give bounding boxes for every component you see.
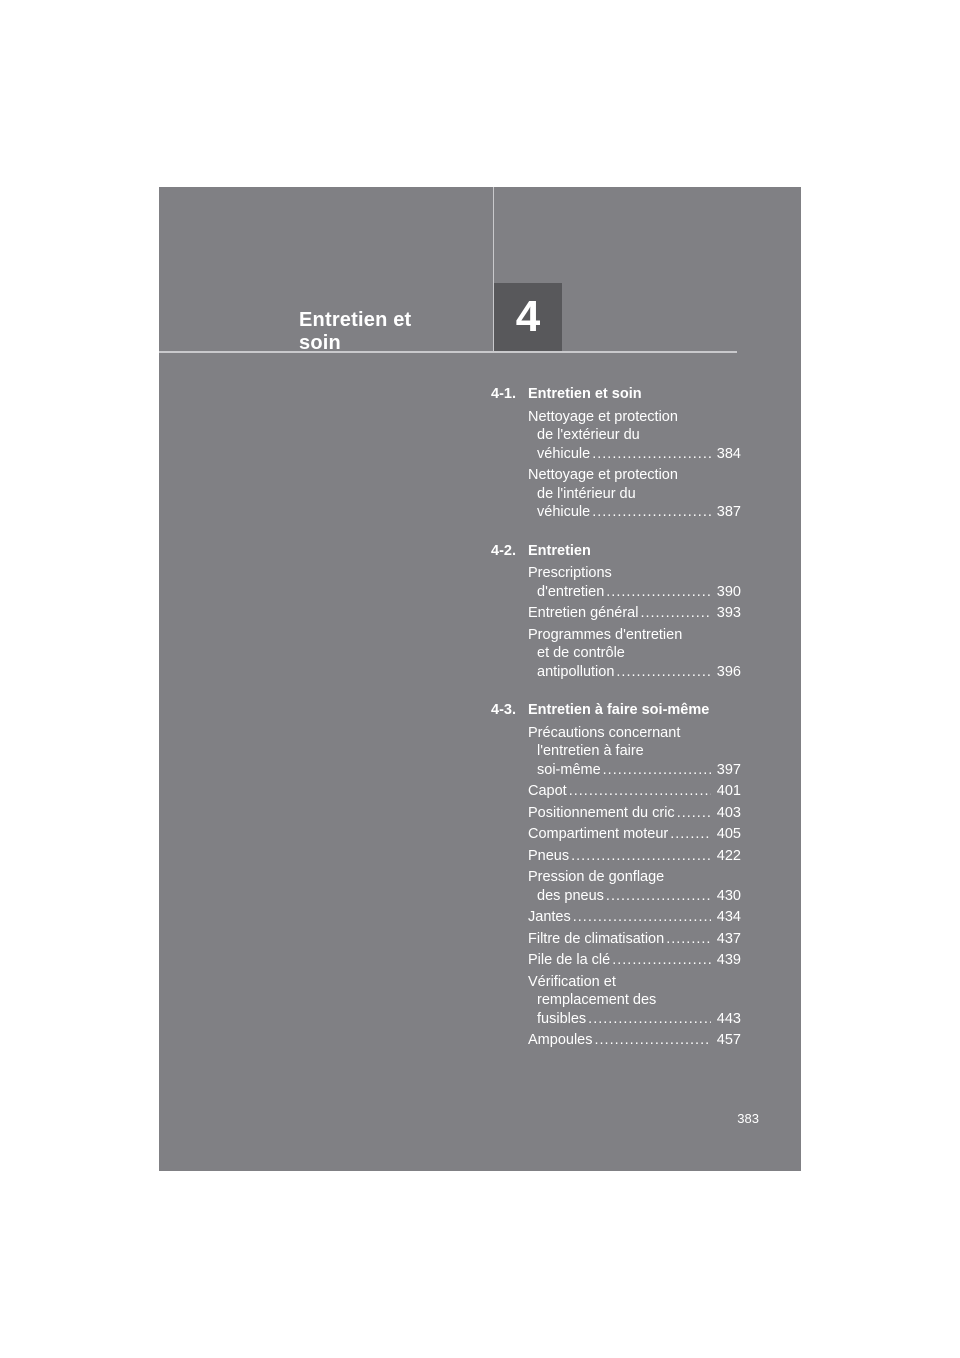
entry-page-number: 397 [716, 761, 741, 778]
entry-text-line: Jantes [528, 909, 571, 925]
entry-page-number: 384 [716, 445, 741, 462]
dot-leader [592, 503, 711, 522]
toc-entry[interactable] [528, 466, 741, 522]
entry-page-number: 457 [716, 1032, 741, 1048]
entry-page-number: 401 [716, 783, 741, 799]
entry-page-number: 390 [716, 583, 741, 600]
dot-leader [606, 887, 711, 906]
toc-entry[interactable] [528, 564, 741, 601]
toc-section [491, 542, 741, 682]
entry-text-line: remplacement des [537, 992, 657, 1008]
toc-entry[interactable] [528, 930, 741, 949]
entry-page-number: 393 [716, 605, 741, 621]
entry-text-line: Précautions concernant [528, 724, 681, 741]
section-number: 4-2. [491, 542, 516, 559]
toc-section [491, 385, 741, 522]
table-of-contents [491, 385, 741, 1070]
entry-page-number: 439 [716, 952, 741, 968]
chapter-panel [159, 187, 801, 1171]
toc-entry[interactable] [528, 908, 741, 927]
entry-page-number: 422 [716, 847, 741, 864]
entry-text-line: des pneus [537, 887, 604, 904]
dot-leader [666, 930, 711, 949]
section-title: Entretien [528, 542, 591, 559]
entry-final-line [528, 503, 741, 522]
section-heading[interactable] [491, 701, 741, 720]
chapter-title: Entretien et soin [299, 309, 412, 354]
entry-text-line: Positionnement du cric [528, 804, 675, 821]
entry-final-line [528, 663, 741, 682]
dot-leader [670, 825, 711, 844]
section-heading[interactable] [491, 385, 741, 404]
dot-leader [571, 847, 711, 866]
toc-entry[interactable] [528, 825, 741, 844]
section-number: 4-1. [491, 386, 516, 402]
dot-leader [588, 1010, 711, 1029]
section-title: Entretien et soin [528, 386, 642, 402]
entry-text-line: antipollution [537, 663, 615, 680]
entry-text-line: Prescriptions [528, 565, 612, 581]
toc-entry[interactable] [528, 951, 741, 970]
entry-page-number: 430 [716, 887, 741, 904]
toc-entry[interactable] [528, 973, 741, 1029]
entry-text-line: Filtre de climatisation [528, 930, 665, 947]
dot-leader [612, 951, 711, 970]
entry-final-line [528, 1031, 741, 1050]
entry-text-line: de l'intérieur du [537, 485, 636, 502]
entry-text-line: Pneus [528, 847, 570, 864]
chapter-number: 4 [515, 292, 541, 341]
dot-leader [677, 804, 711, 823]
dot-leader [603, 761, 711, 780]
section-number: 4-3. [491, 702, 516, 718]
toc-entry[interactable] [528, 804, 741, 823]
entry-text-line: Ampoules [528, 1032, 593, 1048]
entry-text-line: véhicule [537, 504, 591, 520]
entry-final-line [528, 908, 741, 927]
entry-final-line [528, 782, 741, 801]
dot-leader [569, 782, 711, 801]
toc-entry[interactable] [528, 408, 741, 464]
entry-text-line: et de contrôle [537, 645, 625, 661]
toc-entry[interactable] [528, 868, 741, 905]
entry-text-line: d'entretien [537, 583, 605, 600]
toc-entry[interactable] [528, 626, 741, 682]
entry-final-line [528, 887, 741, 906]
toc-entry[interactable] [528, 782, 741, 801]
entry-final-line [528, 930, 741, 949]
toc-section [491, 701, 741, 1050]
entry-final-line [528, 604, 741, 623]
toc-entry[interactable] [528, 1031, 741, 1050]
entry-final-line [528, 761, 741, 780]
entry-page-number: 434 [716, 909, 741, 925]
entry-text-line: Capot [528, 783, 567, 799]
entry-text-line: Programmes d'entretien [528, 626, 683, 643]
entry-text-line: Entretien général [528, 605, 639, 621]
chapter-number-badge [494, 283, 562, 351]
entry-text-line: Pile de la clé [528, 952, 611, 968]
entry-page-number: 403 [716, 804, 741, 821]
entry-page-number: 396 [716, 663, 741, 680]
entry-final-line [528, 847, 741, 866]
section-title: Entretien à faire soi-même [528, 702, 710, 718]
entry-final-line [528, 583, 741, 602]
dot-leader [606, 583, 711, 602]
entry-page-number: 387 [716, 504, 741, 520]
dot-leader [616, 663, 711, 682]
entry-text-line: l'entretien à faire [537, 743, 644, 759]
entry-text-line: fusibles [537, 1010, 587, 1027]
entry-page-number: 437 [716, 930, 741, 947]
entry-page-number: 443 [716, 1010, 741, 1027]
entry-final-line [528, 804, 741, 823]
dot-leader [592, 445, 711, 464]
entry-text-line: Compartiment moteur [528, 826, 669, 842]
entry-text-line: véhicule [537, 445, 591, 462]
toc-entry[interactable] [528, 724, 741, 780]
section-heading[interactable] [491, 542, 741, 561]
dot-leader [573, 908, 711, 927]
toc-entry[interactable] [528, 847, 741, 866]
entry-text-line: soi-même [537, 761, 601, 778]
toc-entry[interactable] [528, 604, 741, 623]
entry-text-line: Pression de gonflage [528, 869, 665, 885]
entry-text-line: Nettoyage et protection [528, 467, 678, 483]
dot-leader [594, 1031, 711, 1050]
entry-text-line: Vérification et [528, 973, 616, 990]
entry-text-line: de l'extérieur du [537, 427, 640, 443]
entry-final-line [528, 951, 741, 970]
entry-final-line [528, 1010, 741, 1029]
entry-page-number: 405 [716, 826, 741, 842]
dot-leader [640, 604, 711, 623]
entry-final-line [528, 825, 741, 844]
entry-final-line [528, 445, 741, 464]
entry-text-line: Nettoyage et protection [528, 408, 678, 425]
page-number: 383 [737, 1111, 759, 1126]
